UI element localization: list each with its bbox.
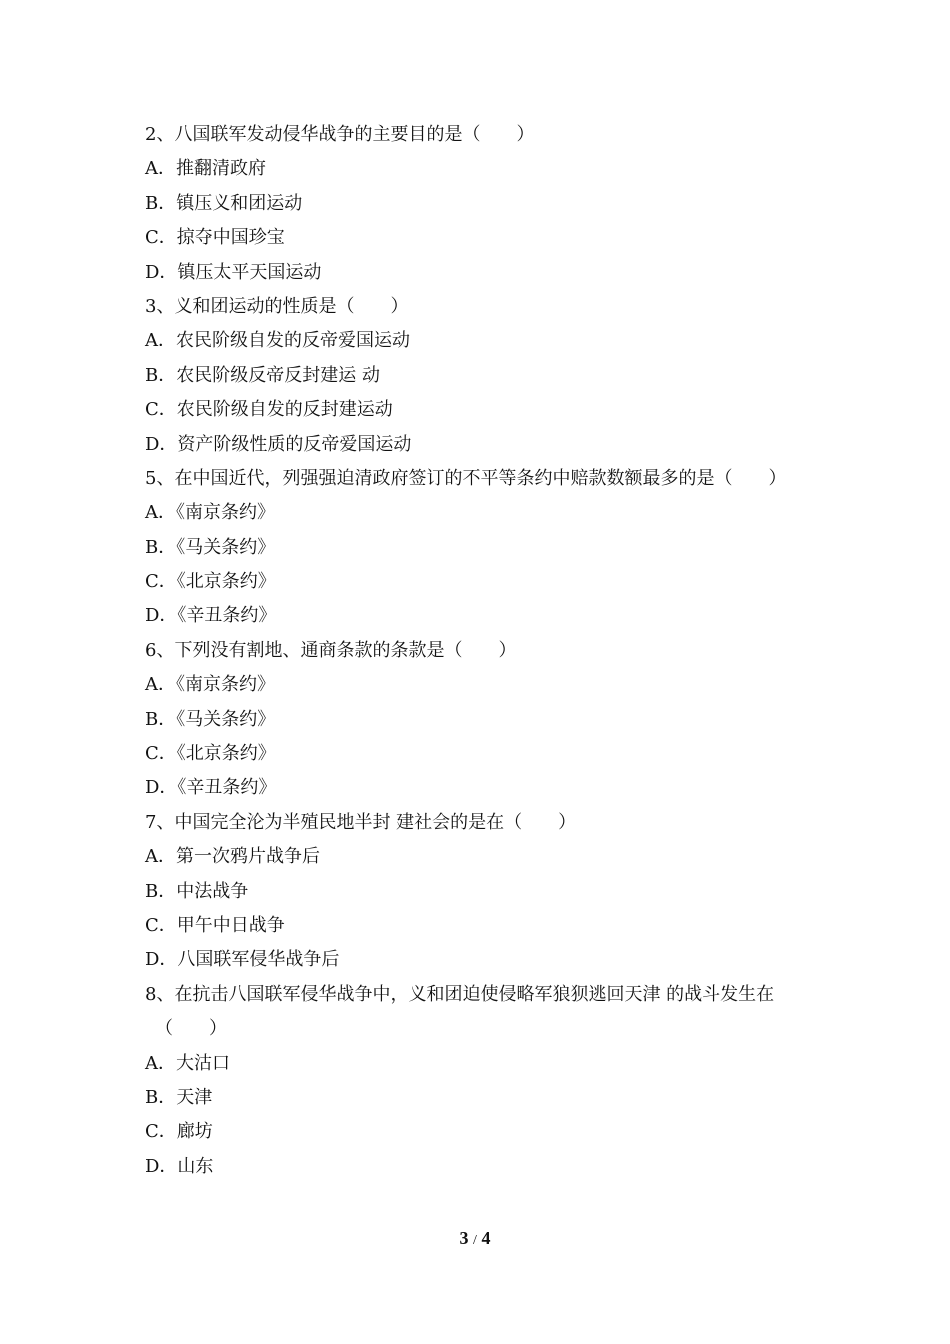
question-stem: 5、在中国近代，列强强迫清政府签订的不平等条约中赔款数额最多的是（ ）	[145, 467, 787, 489]
question-2	[145, 118, 825, 290]
option-c: C．《北京条约》	[145, 571, 276, 593]
option-d: D．《辛丑条约》	[145, 605, 277, 627]
page-number	[0, 1226, 950, 1253]
page-separator: /	[473, 1233, 477, 1248]
option-c: C．掠夺中国珍宝	[145, 227, 285, 249]
option-d: D．镇压太平天国运动	[145, 261, 322, 283]
option-a: A．《南京条约》	[145, 674, 275, 696]
option-a: A．农民阶级自发的反帝爱国运动	[145, 330, 410, 352]
question-stem: 3、义和团运动的性质是（ ）	[145, 295, 409, 317]
option-a: A．第一次鸦片战争后	[145, 846, 320, 868]
question-5	[145, 462, 825, 634]
option-b: B．天津	[145, 1086, 213, 1108]
option-c: C．甲午中日战争	[145, 914, 285, 936]
option-b: B．《马关条约》	[145, 536, 276, 558]
question-3	[145, 290, 825, 462]
question-8	[145, 978, 825, 1184]
option-b: B．农民阶级反帝反封建运 动	[145, 364, 380, 386]
option-a: A．大沽口	[145, 1052, 230, 1074]
question-stem: 8、在抗击八国联军侵华战争中，义和团迫使侵略军狼狈逃回天津 的战斗发生在	[145, 983, 775, 1005]
total-pages: 4	[481, 1228, 491, 1248]
option-c: C．农民阶级自发的反封建运动	[145, 399, 393, 421]
question-stem: 2、八国联军发动侵华战争的主要目的是（ ）	[145, 124, 535, 145]
option-c: C．廊坊	[145, 1121, 213, 1143]
current-page: 3	[459, 1228, 469, 1248]
option-a: A．《南京条约》	[145, 502, 275, 524]
option-b: B．中法战争	[145, 880, 249, 902]
option-b: B．《马关条约》	[145, 708, 276, 730]
question-stem: 7、中国完全沦为半殖民地半封 建社会的是在（ ）	[145, 811, 577, 833]
question-stem: 6、下列没有割地、通商条款的条款是（ ）	[145, 639, 517, 661]
question-list	[145, 118, 825, 1184]
question-6	[145, 634, 825, 806]
question-7	[145, 806, 825, 978]
option-d: D．《辛丑条约》	[145, 777, 277, 799]
option-d: D．资产阶级性质的反帝爱国运动	[145, 433, 412, 455]
question-stem-continued: （ ）	[155, 1018, 227, 1040]
option-d: D．八国联军侵华战争后	[145, 949, 340, 971]
option-a: A．推翻清政府	[145, 158, 266, 180]
option-b: B．镇压义和团运动	[145, 192, 303, 214]
option-c: C．《北京条约》	[145, 743, 276, 765]
option-d: D．山东	[145, 1155, 214, 1177]
